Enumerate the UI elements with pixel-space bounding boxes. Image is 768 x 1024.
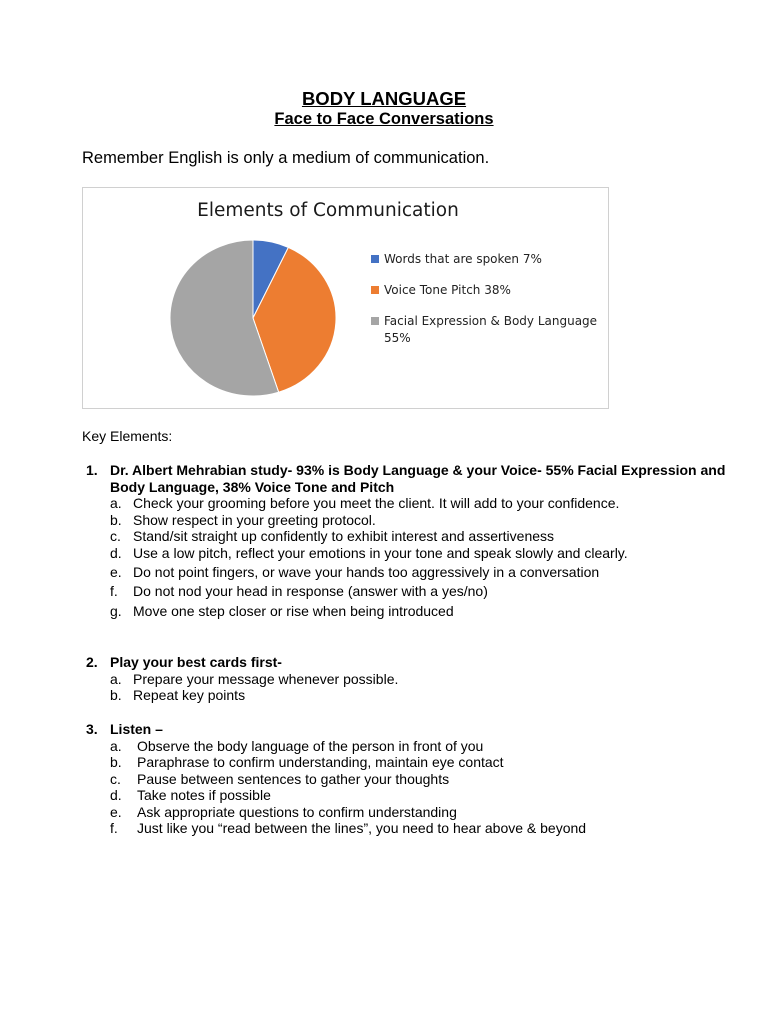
sub-list — [86, 738, 726, 837]
intro-text: Remember English is only a medium of communication. — [82, 149, 490, 167]
section-heading-text: Play your best cards first- — [110, 654, 282, 670]
list-item — [110, 495, 726, 512]
section-1 — [86, 462, 726, 619]
list-item — [110, 564, 726, 581]
list-item-letter: e. — [110, 803, 122, 820]
list-item-text: Observe the body language of the person in front of you — [137, 737, 484, 754]
legend-label-body-language: Facial Expression & Body Language 55% — [384, 314, 598, 345]
list-item — [110, 687, 726, 704]
section-number: 2. — [86, 654, 98, 670]
list-item — [110, 771, 726, 788]
list-item-text: Paraphrase to confirm understanding, maintain eye contact — [137, 754, 504, 770]
list-item-letter: d. — [110, 787, 122, 803]
legend-label-voice: Voice Tone Pitch 38% — [384, 283, 511, 297]
list-item — [110, 671, 726, 688]
list-item-letter: g. — [110, 602, 122, 619]
section-number: 1. — [86, 462, 98, 478]
list-item-text: Prepare your message whenever possible. — [133, 670, 399, 687]
list-item-text: Pause between sentences to gather your thoughts — [137, 770, 450, 787]
sub-list — [86, 671, 726, 704]
list-item-letter: c. — [110, 770, 121, 787]
list-item-text: Do not point fingers, or wave your hands too aggressively in a conversation — [133, 563, 600, 580]
list-item — [110, 528, 726, 545]
list-item-text: Stand/sit straight up confidently to exhibit interest and assertiveness — [133, 528, 555, 544]
list-item-letter: d. — [110, 544, 122, 561]
list-item-letter: e. — [110, 563, 122, 580]
list-item — [110, 820, 726, 837]
list-item-letter: c. — [110, 528, 121, 544]
list-item-letter: b. — [110, 687, 122, 703]
list-item-text: Repeat key points — [133, 687, 246, 703]
list-item-text: Just like you “read between the lines”, you need to hear above & beyond — [137, 820, 587, 836]
list-item — [110, 738, 726, 755]
list-item-text: Ask appropriate questions to confirm understanding — [137, 803, 457, 820]
list-item-letter: a. — [110, 737, 122, 754]
legend-item-words — [371, 251, 607, 268]
key-elements-label: Key Elements: — [82, 428, 173, 444]
pie-chart — [82, 187, 609, 409]
list-item — [110, 804, 726, 821]
legend-label-words: Words that are spoken 7% — [384, 252, 542, 266]
list-item — [110, 512, 726, 529]
section-heading — [86, 721, 726, 738]
list-item — [110, 545, 630, 562]
sub-list — [86, 495, 726, 619]
list-item-text: Show respect in your greeting protocol. — [133, 511, 376, 528]
list-item-text: Move one step closer or rise when being introduced — [133, 602, 454, 619]
section-2 — [86, 654, 726, 704]
list-item — [110, 754, 726, 771]
section-heading — [86, 654, 726, 671]
list-item-text: Do not nod your head in response (answer with a yes/no) — [133, 583, 488, 599]
list-item-letter: b. — [110, 754, 122, 770]
legend-item-body-language — [371, 313, 607, 347]
section-3 — [86, 721, 726, 837]
page-subtitle: Face to Face Conversations — [274, 110, 494, 128]
legend-item-voice — [371, 282, 607, 299]
legend-swatch-body-language — [371, 317, 379, 325]
chart-title: Elements of Communication — [197, 200, 459, 221]
list-item-text: Use a low pitch, reflect your emotions in your tone and speak slowly and clearly. — [133, 544, 628, 561]
legend-swatch-words — [371, 255, 379, 263]
list-item-letter: f. — [110, 583, 118, 599]
list-item-letter: a. — [110, 495, 122, 511]
chart-legend — [371, 251, 607, 361]
list-item — [110, 603, 726, 620]
legend-swatch-voice — [371, 286, 379, 294]
section-heading-text: Dr. Albert Mehrabian study- 93% is Body Language & your Voice- 55% Facial Expression and Body Language, 38% Voice Tone and Pitch — [110, 462, 726, 495]
list-item-letter: a. — [110, 670, 122, 687]
list-item — [110, 583, 726, 600]
section-heading-text: Listen – — [110, 721, 163, 737]
list-item-text: Take notes if possible — [137, 787, 271, 803]
list-item-letter: f. — [110, 820, 118, 836]
list-item-text: Check your grooming before you meet the client. It will add to your confidence. — [133, 495, 620, 511]
page-title: BODY LANGUAGE — [301, 88, 467, 109]
list-item-letter: b. — [110, 511, 122, 528]
list-item — [110, 787, 726, 804]
section-number: 3. — [86, 721, 98, 737]
section-heading — [86, 462, 726, 495]
